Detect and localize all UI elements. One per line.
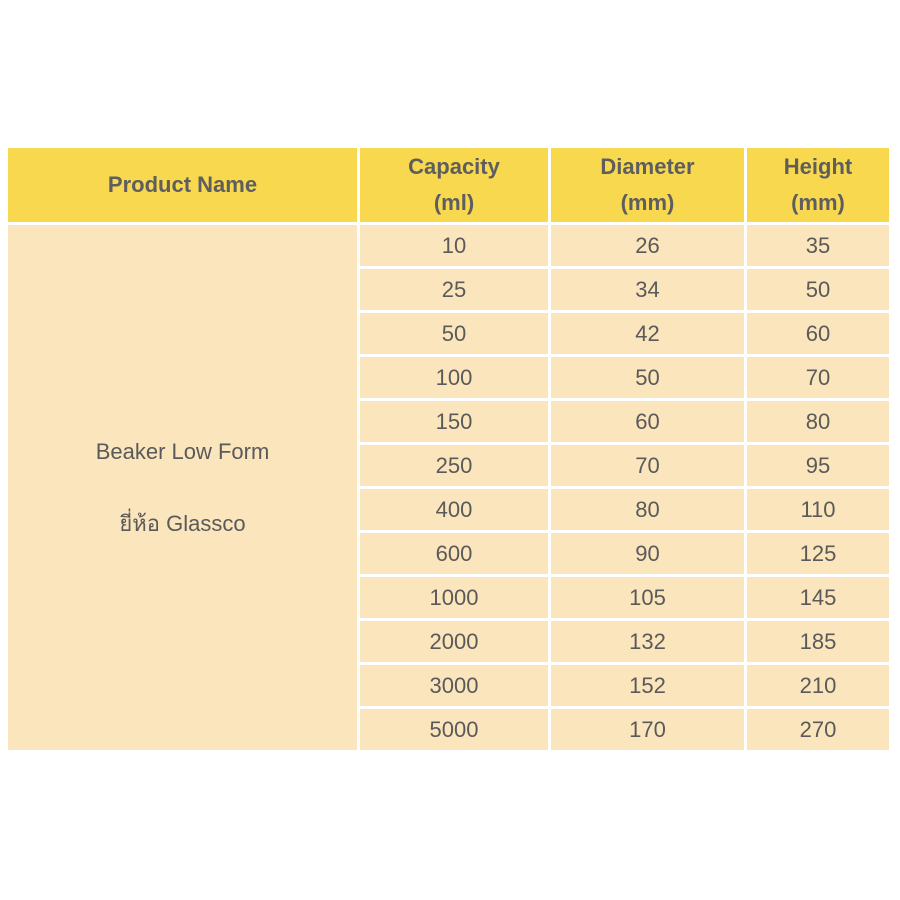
diameter-cell: 105 [551, 577, 744, 618]
header-height [747, 148, 889, 222]
header-height-label: Height [783, 154, 853, 179]
product-name-cell [8, 225, 357, 750]
diameter-cell: 152 [551, 665, 744, 706]
diameter-cell: 90 [551, 533, 744, 574]
capacity-cell: 2000 [360, 621, 548, 662]
diameter-cell: 34 [551, 269, 744, 310]
table-header-row [8, 148, 889, 222]
height-cell: 60 [747, 313, 889, 354]
height-cell: 95 [747, 445, 889, 486]
height-cell: 210 [747, 665, 889, 706]
capacity-cell: 250 [360, 445, 548, 486]
product-spec-table [5, 145, 892, 753]
capacity-cell: 100 [360, 357, 548, 398]
diameter-cell: 70 [551, 445, 744, 486]
header-product-name [8, 148, 357, 222]
diameter-cell: 50 [551, 357, 744, 398]
capacity-cell: 400 [360, 489, 548, 530]
capacity-cell: 10 [360, 225, 548, 266]
diameter-cell: 60 [551, 401, 744, 442]
height-cell: 270 [747, 709, 889, 750]
capacity-cell: 150 [360, 401, 548, 442]
height-cell: 35 [747, 225, 889, 266]
height-cell: 145 [747, 577, 889, 618]
height-cell: 50 [747, 269, 889, 310]
header-diameter-label: Diameter [600, 154, 695, 179]
table-row [8, 225, 889, 266]
product-name: Beaker Low Form [95, 438, 270, 464]
capacity-cell: 600 [360, 533, 548, 574]
diameter-cell: 42 [551, 313, 744, 354]
capacity-cell: 5000 [360, 709, 548, 750]
height-cell: 185 [747, 621, 889, 662]
diameter-cell: 170 [551, 709, 744, 750]
capacity-cell: 50 [360, 313, 548, 354]
height-cell: 125 [747, 533, 889, 574]
capacity-cell: 3000 [360, 665, 548, 706]
capacity-cell: 25 [360, 269, 548, 310]
capacity-cell: 1000 [360, 577, 548, 618]
header-product-name-label: Product Name [107, 172, 258, 197]
height-cell: 70 [747, 357, 889, 398]
diameter-cell: 132 [551, 621, 744, 662]
header-diameter [551, 148, 744, 222]
diameter-cell: 26 [551, 225, 744, 266]
product-brand: ยี่ห้อ Glassco [119, 510, 246, 536]
header-capacity-label: Capacity [408, 154, 500, 179]
header-height-unit: (mm) [791, 190, 845, 215]
height-cell: 80 [747, 401, 889, 442]
header-diameter-unit: (mm) [620, 190, 675, 215]
header-capacity [360, 148, 548, 222]
diameter-cell: 80 [551, 489, 744, 530]
header-capacity-unit: (ml) [433, 190, 475, 215]
height-cell: 110 [747, 489, 889, 530]
